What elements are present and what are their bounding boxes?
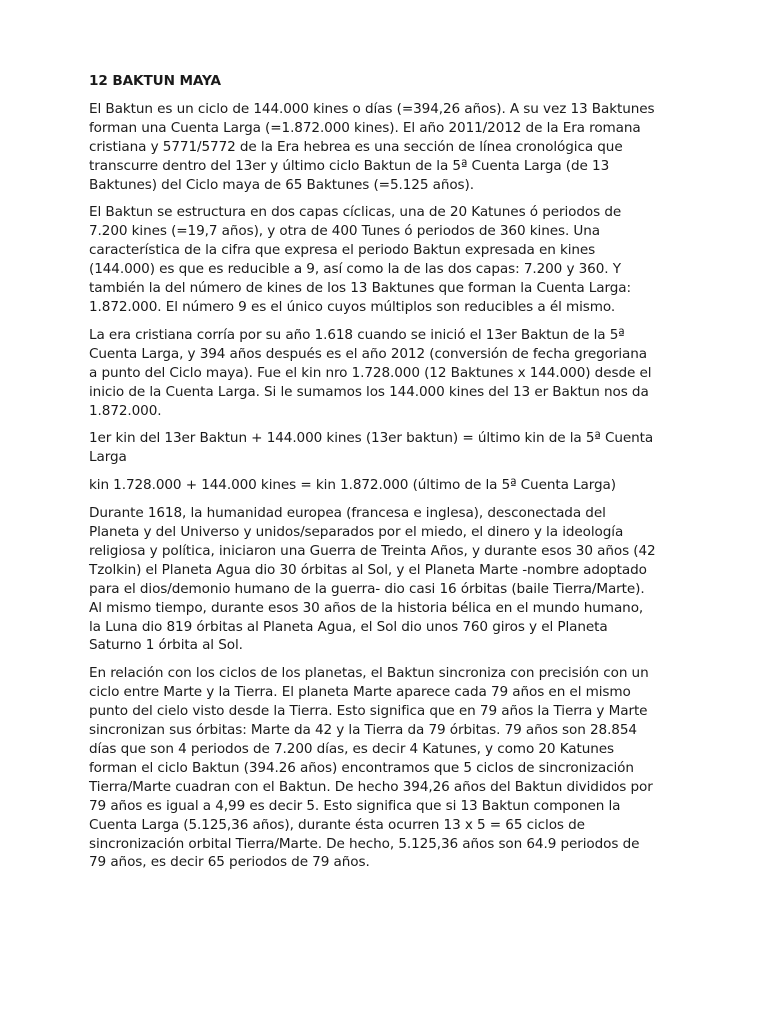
paragraph-line: Tierra/Marte cuadran con el Baktun. De hecho 394,26 años del Baktun divididos por <box>89 778 653 795</box>
paragraph-line: Planeta y del Universo y unidos/separados por el miedo, el dinero y la ideología <box>89 524 624 541</box>
paragraph-line: En relación con los ciclos de los planetas, el Baktun sincroniza con precisión con un <box>89 665 649 682</box>
paragraph-line: (144.000) es que es reducible a 9, así como la de las dos capas: 7.200 y 360. Y <box>89 261 621 278</box>
paragraph-line: también la del número de kines de los 13 Baktunes que forman la Cuenta Larga: <box>89 280 631 297</box>
paragraph-line: ciclo entre Marte y la Tierra. El planeta Marte aparece cada 79 años en el mismo <box>89 684 631 701</box>
paragraph-line: Cuenta Larga (5.125,36 años), durante ésta ocurren 13 x 5 = 65 ciclos de <box>89 816 585 833</box>
paragraph-line: forman una Cuenta Larga (=1.872.000 kines). El año 2011/2012 de la Era romana <box>89 119 641 136</box>
document-body <box>89 100 684 872</box>
paragraph <box>89 429 684 467</box>
paragraph-line: Baktunes) del Ciclo maya de 65 Baktunes (=5.125 años). <box>89 176 474 193</box>
paragraph-line: Saturno 1 órbita al Sol. <box>89 637 243 654</box>
paragraph-line: forman el ciclo Baktun (394.26 años) encontramos que 5 ciclos de sincronización <box>89 759 634 776</box>
paragraph-line: a punto del Ciclo maya). Fue el kin nro 1.728.000 (12 Baktunes x 144.000) desde el <box>89 364 652 381</box>
paragraph-line: la Luna dio 819 órbitas al Planeta Agua, el Sol dio unos 760 giros y el Planeta <box>89 618 608 635</box>
paragraph-line: Larga <box>89 449 127 466</box>
paragraph-line: característica de la cifra que expresa el periodo Baktun expresada en kines <box>89 242 596 259</box>
paragraph-line: transcurre dentro del 13er y último ciclo Baktun de la 5ª Cuenta Larga (de 13 <box>89 157 610 174</box>
paragraph-line: sincronizan sus órbitas: Marte da 42 y la Tierra da 79 órbitas. 79 años son 28.854 <box>89 722 637 739</box>
paragraph-line: 1er kin del 13er Baktun + 144.000 kines (13er baktun) = último kin de la 5ª Cuenta <box>89 430 654 447</box>
paragraph-line: 1.872.000. <box>89 402 162 419</box>
paragraph-line: 7.200 kines (=19,7 años), y otra de 400 Tunes ó periodos de 360 kines. Una <box>89 223 601 240</box>
paragraph-line: kin 1.728.000 + 144.000 kines = kin 1.872.000 (último de la 5ª Cuenta Larga) <box>89 477 616 494</box>
paragraph <box>89 326 684 421</box>
paragraph-line: cristiana y 5771/5772 de la Era hebrea es una sección de línea cronológica que <box>89 138 623 155</box>
paragraph <box>89 504 684 655</box>
paragraph-line: El Baktun es un ciclo de 144.000 kines o días (=394,26 años). A su vez 13 Baktunes <box>89 100 655 117</box>
paragraph-line: Durante 1618, la humanidad europea (francesa e inglesa), desconectada del <box>89 505 606 522</box>
paragraph-line: punto del cielo visto desde la Tierra. Esto significa que en 79 años la Tierra y Marte <box>89 703 648 720</box>
paragraph <box>89 476 684 495</box>
paragraph-line: Al mismo tiempo, durante esos 30 años de la historia bélica en el mundo humano, <box>89 599 644 616</box>
document-title: 12 BAKTUN MAYA <box>89 73 221 89</box>
paragraph-line: El Baktun se estructura en dos capas cíclicas, una de 20 Katunes ó periodos de <box>89 204 622 221</box>
paragraph <box>89 664 684 872</box>
paragraph-line: para el dios/demonio humano de la guerra- dio casi 16 órbitas (baile Tierra/Marte). <box>89 580 645 597</box>
paragraph <box>89 203 684 316</box>
paragraph-line: religiosa y política, iniciaron una Guerra de Treinta Años, y durante esos 30 años (42 <box>89 542 656 559</box>
paragraph-line: sincronización orbital Tierra/Marte. De hecho, 5.125,36 años son 64.9 periodos de <box>89 835 640 852</box>
paragraph-line: 79 años es igual a 4,99 es decir 5. Esto significa que si 13 Baktun componen la <box>89 797 621 814</box>
paragraph <box>89 100 684 195</box>
paragraph-line: Tzolkin) el Planeta Agua dio 30 órbitas al Sol, y el Planeta Marte -nombre adoptado <box>89 561 647 578</box>
paragraph-line: inicio de la Cuenta Larga. Si le sumamos los 144.000 kines del 13 er Baktun nos da <box>89 383 649 400</box>
document-page <box>89 72 684 881</box>
paragraph-line: La era cristiana corría por su año 1.618 cuando se inició el 13er Baktun de la 5ª <box>89 326 625 343</box>
paragraph-line: días que son 4 periodos de 7.200 días, es decir 4 Katunes, y como 20 Katunes <box>89 741 615 757</box>
paragraph-line: 79 años, es decir 65 periodos de 79 años. <box>89 854 370 871</box>
paragraph-line: Cuenta Larga, y 394 años después es el año 2012 (conversión de fecha gregoriana <box>89 345 648 362</box>
paragraph-line: 1.872.000. El número 9 es el único cuyos múltiplos son reducibles a él mismo. <box>89 298 616 315</box>
